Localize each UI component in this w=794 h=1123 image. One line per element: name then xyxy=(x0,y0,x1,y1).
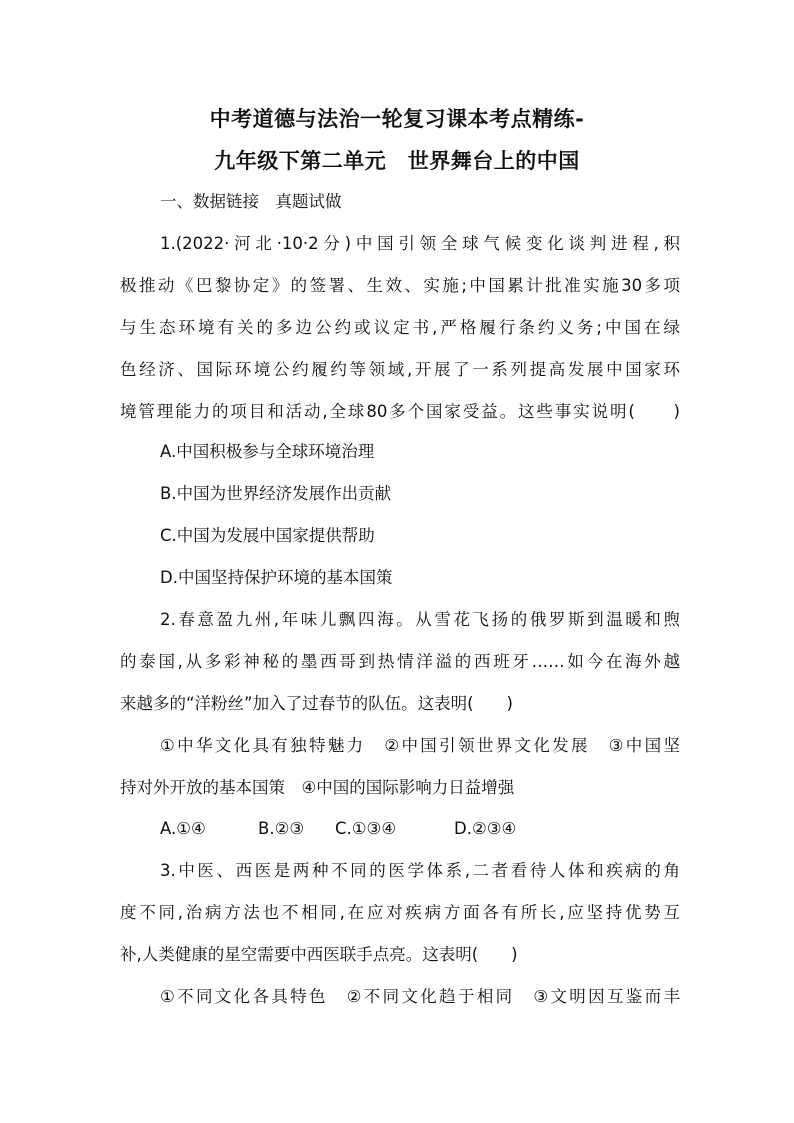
q1-line-4: 色经济、国际环境公约履约等领域,开展了一系列提高发展中国家环 xyxy=(120,360,680,379)
q1-line-3: 与生态环境有关的多边公约或议定书,严格履行条约义务;中国在绿 xyxy=(120,318,680,337)
q2-option-b: B.②③ xyxy=(258,819,305,838)
q2-option-d: D.②③④ xyxy=(454,819,517,838)
q1-line-5: 境管理能力的项目和活动,全球80多个国家受益。这些事实说明( ) xyxy=(120,402,680,421)
q2-line-3: 来越多的“洋粉丝”加入了过春节的队伍。这表明( ) xyxy=(120,694,513,713)
q1-option-a: A.中国积极参与全球环境治理 xyxy=(160,442,375,461)
q2-line-2: 的泰国,从多彩神秘的墨西哥到热情洋溢的西班牙……如今在海外越 xyxy=(120,652,680,671)
section-heading: 一、数据链接 真题试做 xyxy=(160,192,342,211)
q3-line-1: 3.中医、西医是两种不同的医学体系,二者看待人体和疾病的角 xyxy=(160,861,680,880)
document-title-line1: 中考道德与法治一轮复习课本考点精练- xyxy=(209,107,585,131)
q2-option-c: C.①③④ xyxy=(335,819,397,838)
q1-line-2: 极推动《巴黎协定》的签署、生效、实施;中国累计批准实施30多项 xyxy=(120,276,680,295)
q1-option-b: B.中国为世界经济发展作出贡献 xyxy=(160,484,392,503)
q2-line-1: 2.春意盈九州,年味儿飘四海。从雪花飞扬的俄罗斯到温暖和煦 xyxy=(160,610,680,629)
document-title-line2: 九年级下第二单元 世界舞台上的中国 xyxy=(214,149,580,173)
q2-statements-line-1: ①中华文化具有独特魅力 ②中国引领世界文化发展 ③中国坚 xyxy=(160,736,680,755)
q3-line-2: 度不同,治病方法也不相同,在应对疾病方面各有所长,应坚持优势互 xyxy=(120,903,680,922)
q1-option-d: D.中国坚持保护环境的基本国策 xyxy=(160,568,393,587)
q2-statements-line-2: 持对外开放的基本国策 ④中国的国际影响力日益增强 xyxy=(120,778,515,797)
q3-statements-line-1: ①不同文化各具特色 ②不同文化趋于相同 ③文明因互鉴而丰 xyxy=(160,987,680,1006)
q1-option-c: C.中国为发展中国家提供帮助 xyxy=(160,526,375,545)
q3-line-3: 补,人类健康的星空需要中西医联手点亮。这表明( ) xyxy=(120,945,518,964)
q1-line-1: 1.(2022·河北·10·2分)中国引领全球气候变化谈判进程,积 xyxy=(160,234,680,253)
q2-option-a: A.①④ xyxy=(160,819,206,838)
